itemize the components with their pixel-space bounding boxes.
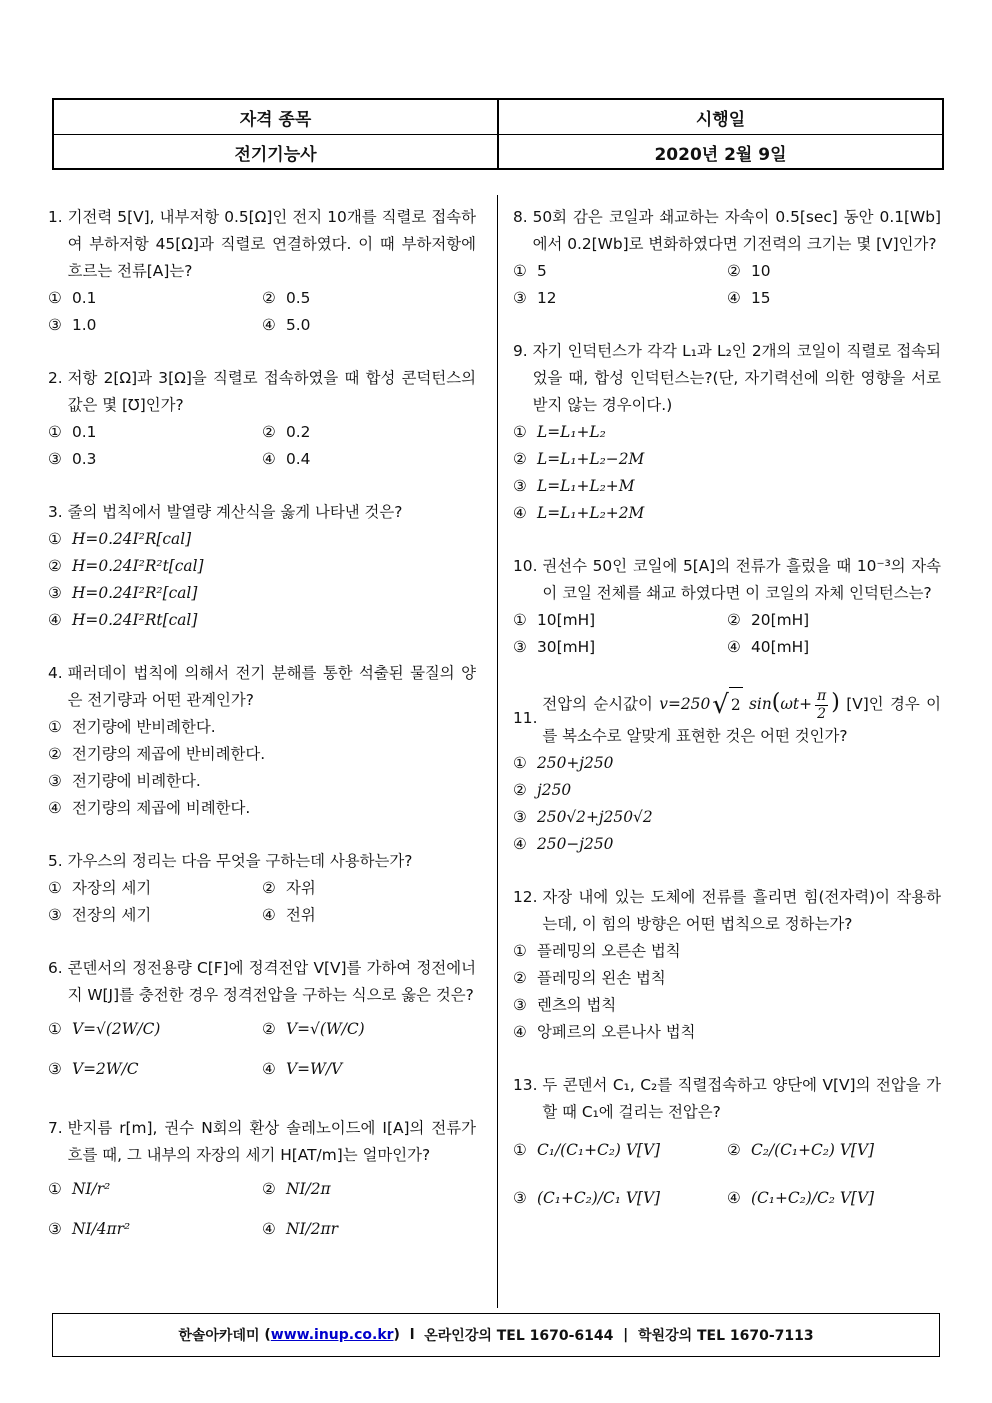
question-number: 1. (48, 208, 68, 226)
option-1[interactable]: ① C₁/(C₁+C₂) V[V] (513, 1126, 727, 1174)
formula: H=0.24I²R²t[cal] (72, 557, 204, 575)
option-1[interactable]: ① 5 (513, 262, 547, 280)
option-4[interactable]: ④ 15 (727, 289, 771, 307)
formula: H=0.24I²R[cal] (72, 530, 192, 548)
formula: L=L₁+L₂−2M (537, 450, 645, 468)
option-1[interactable]: ① V=√(2W/C) (48, 1009, 262, 1049)
question-text: 패러데이 법칙에 의해서 전기 분해를 통한 석출된 물질의 양은 전기량과 어떤 관계인가? (67, 664, 476, 709)
question-number: 11. (513, 709, 543, 727)
option-3[interactable]: ③ 렌츠의 법칙 (513, 996, 617, 1014)
formula: j250 (537, 781, 572, 799)
option-3[interactable]: ③ 30[mH] (513, 638, 596, 656)
formula: NI/2πr (286, 1219, 338, 1238)
question-text: 가우스의 정리는 다음 무엇을 구하는데 사용하는가? (67, 852, 413, 870)
question-text: 저항 2[Ω]과 3[Ω]을 직렬로 접속하였을 때 합성 콘덕턴스의 값은 몇 [℧]인가? (67, 369, 476, 414)
option-2[interactable]: ② 0.5 (262, 289, 311, 307)
formula: V=2W/C (72, 1059, 139, 1078)
question-text: 콘덴서의 정전용량 C[F]에 정격전압 V[V]를 가하여 정전에너지 W[J]를 충전한 경우 정격전압을 구하는 식으로 옳은 것은? (67, 959, 476, 1004)
question-8 (513, 204, 941, 312)
option-1[interactable]: ① L=L₁+L₂ (513, 419, 941, 446)
option-3[interactable]: ③ 1.0 (48, 316, 97, 334)
question-number: 7. (48, 1119, 68, 1137)
option-3[interactable]: ③ V=2W/C (48, 1049, 262, 1089)
formula: C₂/(C₁+C₂) V[V] (751, 1140, 875, 1159)
question-4 (48, 660, 476, 822)
formula: H=0.24I²Rt[cal] (72, 611, 198, 629)
question-3 (48, 499, 476, 634)
option-4[interactable]: ④ 앙페르의 오른나사 법칙 (513, 1023, 696, 1041)
option-2[interactable]: ② H=0.24I²R²t[cal] (48, 553, 476, 580)
formula: V=√(2W/C) (72, 1019, 161, 1038)
option-3[interactable]: ③ 전기량에 비례한다. (48, 772, 201, 790)
option-3[interactable]: ③ 250√2+j250√2 (513, 804, 941, 831)
formula: L=L₁+L₂+M (537, 477, 635, 495)
option-2[interactable]: ② 자위 (262, 879, 316, 897)
option-1[interactable]: ① 0.1 (48, 423, 97, 441)
option-2[interactable]: ② j250 (513, 777, 941, 804)
question-text: 기전력 5[V], 내부저항 0.5[Ω]인 전지 10개를 직렬로 접속하여 부하저항 45[Ω]과 직렬로 연결하였다. 이 때 부하저항에 흐르는 전류[A]는? (67, 208, 476, 280)
formula: V=W/V (286, 1059, 343, 1078)
formula: NI/2π (286, 1179, 331, 1198)
question-6 (48, 955, 476, 1089)
question-13 (513, 1072, 941, 1222)
option-2[interactable]: ② 0.2 (262, 423, 311, 441)
option-3[interactable]: ③ 전장의 세기 (48, 906, 152, 924)
option-3[interactable]: ③ NI/4πr² (48, 1209, 262, 1249)
formula: L=L₁+L₂ (537, 423, 606, 441)
option-1[interactable]: ① 전기량에 반비례한다. (48, 718, 216, 736)
question-number: 13. (513, 1076, 543, 1094)
formula: H=0.24I²R²[cal] (72, 584, 198, 602)
option-1[interactable]: ① 250+j250 (513, 750, 941, 777)
formula: V=√(W/C) (286, 1019, 365, 1038)
question-text: 50회 감은 코일과 쇄교하는 자속이 0.5[sec] 동안 0.1[Wb]에서 0.2[Wb]로 변화하였다면 기전력의 크기는 몇 [V]인가? (532, 208, 941, 253)
option-1[interactable]: ① H=0.24I²R[cal] (48, 526, 476, 553)
question-number: 6. (48, 959, 68, 977)
formula: 250+j250 (537, 754, 614, 772)
column-divider (497, 195, 498, 1308)
question-text: 줄의 법칙에서 발열량 계산식을 옳게 나타낸 것은? (67, 503, 403, 521)
question-11 (513, 687, 941, 858)
question-text: 반지름 r[m], 권수 N회의 환상 솔레노이드에 I[A]의 전류가 흐를 때, 그 내부의 자장의 세기 H[AT/m]는 얼마인가? (67, 1119, 476, 1164)
question-9 (513, 338, 941, 527)
formula: NI/r² (72, 1179, 111, 1198)
question-number: 4. (48, 664, 68, 682)
question-text: 자기 인덕턴스가 각각 L₁과 L₂인 2개의 코일이 직렬로 접속되었을 때, 합성 인덕턴스는?(단, 자기력선에 의한 영향을 서로 받지 않는 경우이다.) (532, 342, 941, 414)
exam-subject-value: 전기기능사 (234, 144, 317, 165)
option-2[interactable]: ② C₂/(C₁+C₂) V[V] (727, 1126, 941, 1174)
option-3[interactable]: ③ 0.3 (48, 450, 97, 468)
exam-date-value: 2020년 2월 9일 (497, 135, 942, 169)
question-10 (513, 553, 941, 661)
exam-info-table (52, 98, 944, 170)
left-column (48, 204, 476, 1249)
question-text: 권선수 50인 코일에 5[A]의 전류가 흘렀을 때 10⁻³의 자속이 코일 전체를 쇄교 하였다면 이 코일의 자체 인덕턴스는? (542, 557, 941, 602)
formula: C₁/(C₁+C₂) V[V] (537, 1140, 661, 1159)
question-1 (48, 204, 476, 339)
option-2[interactable]: ② NI/2π (262, 1169, 476, 1209)
formula: 250√2+j250√2 (537, 808, 653, 826)
footer: 한솔아카데미 ( www.inup.co.kr ) l 온라인강의 TEL 1670-6144 | 학원강의 TEL 1670-7113 (52, 1313, 940, 1357)
formula: NI/4πr² (72, 1219, 131, 1238)
option-4[interactable]: ④ (C₁+C₂)/C₂ V[V] (727, 1174, 941, 1222)
exam-date-header: 시행일 (497, 100, 942, 134)
option-1[interactable]: ① 자장의 세기 (48, 879, 152, 897)
option-2[interactable]: ② 10 (727, 262, 771, 280)
option-4[interactable]: ④ V=W/V (262, 1049, 476, 1089)
offline-phone: 학원강의 TEL 1670-7113 (638, 1328, 814, 1344)
question-number: 10. (513, 557, 543, 575)
option-4[interactable]: ④ 전기량의 제곱에 비례한다. (48, 799, 251, 817)
academy-name: 한솔아카데미 (178, 1328, 260, 1344)
option-4[interactable]: ④ NI/2πr (262, 1209, 476, 1249)
option-2[interactable]: ② 플레밍의 왼손 법칙 (513, 969, 666, 987)
question-5 (48, 848, 476, 929)
question-12 (513, 884, 941, 1046)
option-3[interactable]: ③ L=L₁+L₂+M (513, 473, 941, 500)
option-1[interactable]: ① 10[mH] (513, 611, 596, 629)
option-1[interactable]: ① NI/r² (48, 1169, 262, 1209)
option-3[interactable]: ③ H=0.24I²R²[cal] (48, 580, 476, 607)
question-text: 두 콘덴서 C₁, C₂를 직렬접속하고 양단에 V[V]의 전압을 가할 때 C₁에 걸리는 전압은? (542, 1076, 941, 1121)
option-1[interactable]: ① 0.1 (48, 289, 97, 307)
question-number: 12. (513, 888, 543, 906)
online-phone: 온라인강의 TEL 1670-6144 (424, 1328, 614, 1344)
option-4[interactable]: ④ 5.0 (262, 316, 311, 334)
formula: (C₁+C₂)/C₁ V[V] (537, 1188, 661, 1207)
question-2 (48, 365, 476, 473)
question-text: 전압의 순시값이 v=250 √ 2 sin(ωt+ $\frac{\pi}{2}$ ) [V]인 경우 이를 복소수로 알맞게 표현한 것은 어떤 것인가? (542, 687, 941, 745)
question-number: 9. (513, 342, 533, 360)
option-1[interactable]: ① 플레밍의 오른손 법칙 (513, 942, 681, 960)
question-text: 자장 내에 있는 도체에 전류를 흘리면 힘(전자력)이 작용하는데, 이 힘의 방향은 어떤 법칙으로 정하는가? (542, 888, 941, 933)
option-2[interactable]: ② 전기량의 제곱에 반비례한다. (48, 745, 266, 763)
option-4[interactable]: ④ 전위 (262, 906, 316, 924)
right-column (513, 204, 941, 1222)
option-2[interactable]: ② L=L₁+L₂−2M (513, 446, 941, 473)
option-2[interactable]: ② V=√(W/C) (262, 1009, 476, 1049)
voltage-formula: v=250 √ 2 sin(ωt+ $\frac{\pi}{2}$ ) (659, 687, 840, 722)
question-number: 2. (48, 369, 68, 387)
question-number: 8. (513, 208, 533, 226)
option-4[interactable]: ④ 250−j250 (513, 831, 941, 858)
option-3[interactable]: ③ (C₁+C₂)/C₁ V[V] (513, 1174, 727, 1222)
exam-subject-header: 자격 종목 (239, 109, 312, 130)
website-link[interactable]: www.inup.co.kr (270, 1327, 394, 1343)
option-2[interactable]: ② 20[mH] (727, 611, 810, 629)
option-4[interactable]: ④ H=0.24I²Rt[cal] (48, 607, 476, 634)
formula: (C₁+C₂)/C₂ V[V] (751, 1188, 875, 1207)
question-7 (48, 1115, 476, 1249)
formula: L=L₁+L₂+2M (537, 504, 645, 522)
option-4[interactable]: ④ 40[mH] (727, 638, 810, 656)
formula: 250−j250 (537, 835, 614, 853)
question-number: 3. (48, 503, 68, 521)
question-number: 5. (48, 852, 68, 870)
option-4[interactable]: ④ 0.4 (262, 450, 311, 468)
option-3[interactable]: ③ 12 (513, 289, 557, 307)
option-4[interactable]: ④ L=L₁+L₂+2M (513, 500, 941, 527)
